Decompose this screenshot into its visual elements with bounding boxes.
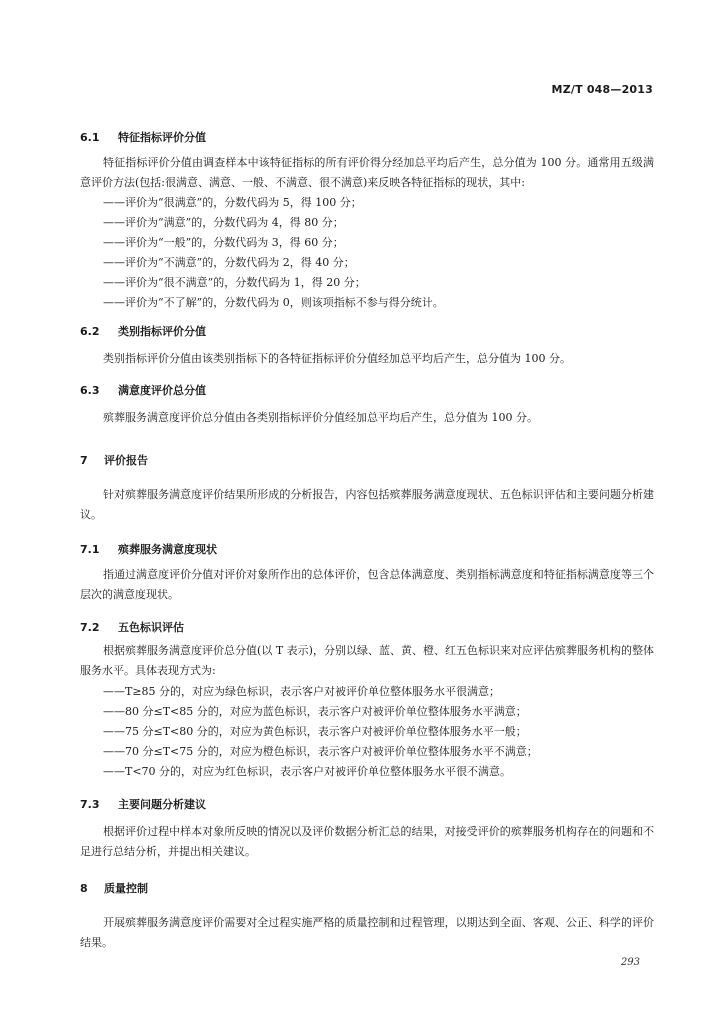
section-7-1-text: 指通过满意度评价分值对评价对象所作出的总体评价，包含总体满意度、类别指标满意度和特征指标满意度等三个层次的满意度现状。 [80,568,654,601]
section-number: 7.1 [80,543,100,556]
section-6-1-heading [80,129,206,145]
section-title: 满意度评价总分值 [118,384,206,397]
section-6-3-heading [80,382,206,398]
section-number: 7.2 [80,621,100,634]
section-number: 7 [80,454,88,467]
list-item: ——80 分≤T<85 分的，对应为蓝色标识，表示客户对被评价单位整体服务水平满意； [103,705,527,718]
list-item: ——75 分≤T<80 分的，对应为黄色标识，表示客户对被评价单位整体服务水平一般； [103,725,527,738]
section-7-text: 针对殡葬服务满意度评价结果所形成的分析报告，内容包括殡葬服务满意度现状、五色标识评估和主要问题分析建议。 [80,488,654,521]
section-6-1-intro: 特征指标评价分值由调查样本中该特征指标的所有评价得分经加总平均后产生，总分值为 100 分。通常用五级满意评价方法(包括:很满意、满意、一般、不满意、很不满意)来反映各特征指标的现状，其中: [80,156,654,189]
section-6-3-text: 殡葬服务满意度评价总分值由各类别指标评价分值经加总平均后产生，总分值为 100 分。 [103,411,538,424]
list-item: ——评价为“一般”的，分数代码为 3，得 60 分； [103,236,344,249]
section-7-heading [80,452,148,468]
list-item: ——评价为“很满意”的，分数代码为 5，得 100 分； [103,196,362,209]
section-title: 类别指标评价分值 [118,325,206,338]
section-title: 特征指标评价分值 [118,131,206,144]
list-item: ——70 分≤T<75 分的，对应为橙色标识，表示客户对被评价单位整体服务水平不满意； [103,745,538,758]
standard-code: MZ/T 048—2013 [551,83,653,96]
section-number: 6.3 [80,384,100,397]
list-item: ——评价为“满意”的，分数代码为 4，得 80 分； [103,216,344,229]
list-item: ——T≥85 分的，对应为绿色标识，表示客户对被评价单位整体服务水平很满意； [103,685,501,698]
page-number: 293 [620,957,640,968]
section-number: 6.2 [80,325,100,338]
section-7-2-heading [80,619,184,635]
list-item: ——评价为“不满意”的，分数代码为 2，得 40 分； [103,256,355,269]
section-7-3-heading [80,796,206,812]
section-6-2-text: 类别指标评价分值由该类别指标下的各特征指标评价分值经加总平均后产生，总分值为 100 分。 [103,352,571,365]
list-item: ——评价为“不了解”的，分数代码为 0，则该项指标不参与得分统计。 [103,296,444,309]
section-title: 五色标识评估 [118,621,184,634]
section-title: 殡葬服务满意度现状 [118,543,217,556]
section-title: 质量控制 [104,882,148,895]
section-6-2-heading [80,323,206,339]
section-number: 7.3 [80,798,100,811]
list-item: ——T<70 分的，对应为红色标识，表示客户对被评价单位整体服务水平很不满意。 [103,765,512,778]
section-title: 评价报告 [104,454,148,467]
section-7-2-intro: 根据殡葬服务满意度评价总分值(以 T 表示)，分别以绿、蓝、黄、橙、红五色标识来对应评估殡葬服务机构的整体服务水平。具体表现方式为: [80,644,654,677]
section-title: 主要问题分析建议 [118,798,206,811]
section-7-1-heading [80,541,217,557]
section-number: 8 [80,882,88,895]
section-number: 6.1 [80,131,100,144]
section-8-heading [80,880,148,896]
section-7-3-text: 根据评价过程中样本对象所反映的情况以及评价数据分析汇总的结果，对接受评价的殡葬服务机构存在的问题和不足进行总结分析，并提出相关建议。 [80,825,654,858]
list-item: ——评价为“很不满意”的，分数代码为 1，得 20 分； [103,276,366,289]
section-8-text: 开展殡葬服务满意度评价需要对全过程实施严格的质量控制和过程管理，以期达到全面、客观、公正、科学的评价结果。 [80,916,654,949]
